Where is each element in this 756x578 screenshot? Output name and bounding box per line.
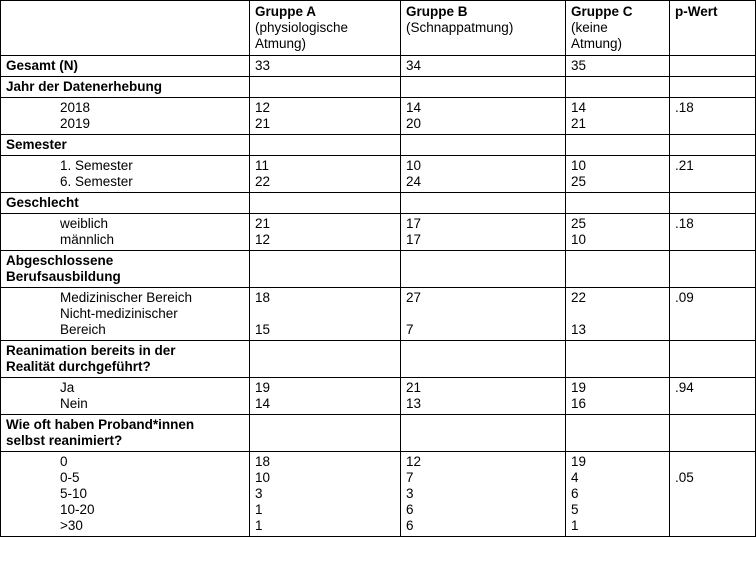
empty-cell (670, 341, 756, 378)
p-value: .94 (670, 378, 756, 415)
empty-cell (401, 77, 566, 98)
total-row (1, 56, 756, 77)
group-c-values: 10 25 (566, 156, 670, 193)
p-value: .18 (670, 214, 756, 251)
section-title: Wie oft haben Proband*innen selbst reanimiert? (1, 415, 250, 452)
empty-cell (566, 415, 670, 452)
empty-cell (250, 193, 401, 214)
empty-cell (250, 341, 401, 378)
category-labels: Medizinischer Bereich Nicht-medizinischer Bereich (1, 288, 250, 341)
header-group-b (401, 1, 566, 56)
header-group-a (250, 1, 401, 56)
group-c-values: 19 4 6 5 1 (566, 452, 670, 537)
group-b-name: Gruppe B (406, 4, 468, 19)
group-c-name: Gruppe C (571, 4, 633, 19)
total-c: 35 (566, 56, 670, 77)
header-row (1, 1, 756, 56)
empty-cell (566, 77, 670, 98)
section-title: Jahr der Datenerhebung (1, 77, 250, 98)
section-data-row (1, 378, 756, 415)
empty-cell (670, 251, 756, 288)
group-a-values: 18 10 3 1 1 (250, 452, 401, 537)
empty-cell (566, 193, 670, 214)
total-b: 34 (401, 56, 566, 77)
empty-cell (670, 415, 756, 452)
category-labels: weiblich männlich (1, 214, 250, 251)
section-title: Geschlecht (1, 193, 250, 214)
section-title-row (1, 251, 756, 288)
group-b-values: 10 24 (401, 156, 566, 193)
header-p-value: p-Wert (670, 1, 756, 56)
section-data-row (1, 98, 756, 135)
group-c-values: 25 10 (566, 214, 670, 251)
group-b-values: 17 17 (401, 214, 566, 251)
group-a-name: Gruppe A (255, 4, 317, 19)
group-b-values: 14 20 (401, 98, 566, 135)
section-title: Reanimation bereits in der Realität durchgeführt? (1, 341, 250, 378)
p-value: .09 (670, 288, 756, 341)
category-labels: 1. Semester 6. Semester (1, 156, 250, 193)
group-b-values: 27 7 (401, 288, 566, 341)
category-labels: 0 0-5 5-10 10-20 >30 (1, 452, 250, 537)
group-a-values: 11 22 (250, 156, 401, 193)
section-data-row (1, 288, 756, 341)
p-value: .21 (670, 156, 756, 193)
empty-cell (566, 135, 670, 156)
header-group-c (566, 1, 670, 56)
section-data-row (1, 156, 756, 193)
section-title-row (1, 193, 756, 214)
group-a-desc: (physiologische Atmung) (255, 20, 349, 51)
group-c-values: 14 21 (566, 98, 670, 135)
empty-cell (250, 77, 401, 98)
category-labels: Ja Nein (1, 378, 250, 415)
p-value: .18 (670, 98, 756, 135)
category-labels: 2018 2019 (1, 98, 250, 135)
empty-cell (401, 193, 566, 214)
section-data-row (1, 214, 756, 251)
empty-cell (670, 135, 756, 156)
empty-cell (401, 415, 566, 452)
empty-cell (670, 193, 756, 214)
group-b-desc: (Schnappatmung) (406, 20, 514, 35)
group-b-values: 21 13 (401, 378, 566, 415)
section-title-row (1, 77, 756, 98)
section-title: Semester (1, 135, 250, 156)
empty-cell (250, 251, 401, 288)
section-title-row (1, 135, 756, 156)
empty-cell (401, 341, 566, 378)
section-title: Abgeschlossene Berufsausbildung (1, 251, 250, 288)
empty-cell (566, 341, 670, 378)
empty-cell (401, 251, 566, 288)
empty-cell (401, 135, 566, 156)
p-value: .05 (670, 452, 756, 537)
total-label: Gesamt (N) (1, 56, 250, 77)
empty-cell (250, 135, 401, 156)
section-data-row (1, 452, 756, 537)
section-title-row (1, 341, 756, 378)
group-c-values: 19 16 (566, 378, 670, 415)
header-blank-cell (1, 1, 250, 56)
group-a-values: 18 15 (250, 288, 401, 341)
total-a: 33 (250, 56, 401, 77)
group-a-values: 12 21 (250, 98, 401, 135)
empty-cell (566, 251, 670, 288)
section-title-row (1, 415, 756, 452)
group-c-values: 22 13 (566, 288, 670, 341)
group-c-desc: (keine Atmung) (571, 20, 623, 51)
group-a-values: 21 12 (250, 214, 401, 251)
group-b-values: 12 7 3 6 6 (401, 452, 566, 537)
empty-cell (670, 77, 756, 98)
empty-cell (250, 415, 401, 452)
group-a-values: 19 14 (250, 378, 401, 415)
total-p (670, 56, 756, 77)
